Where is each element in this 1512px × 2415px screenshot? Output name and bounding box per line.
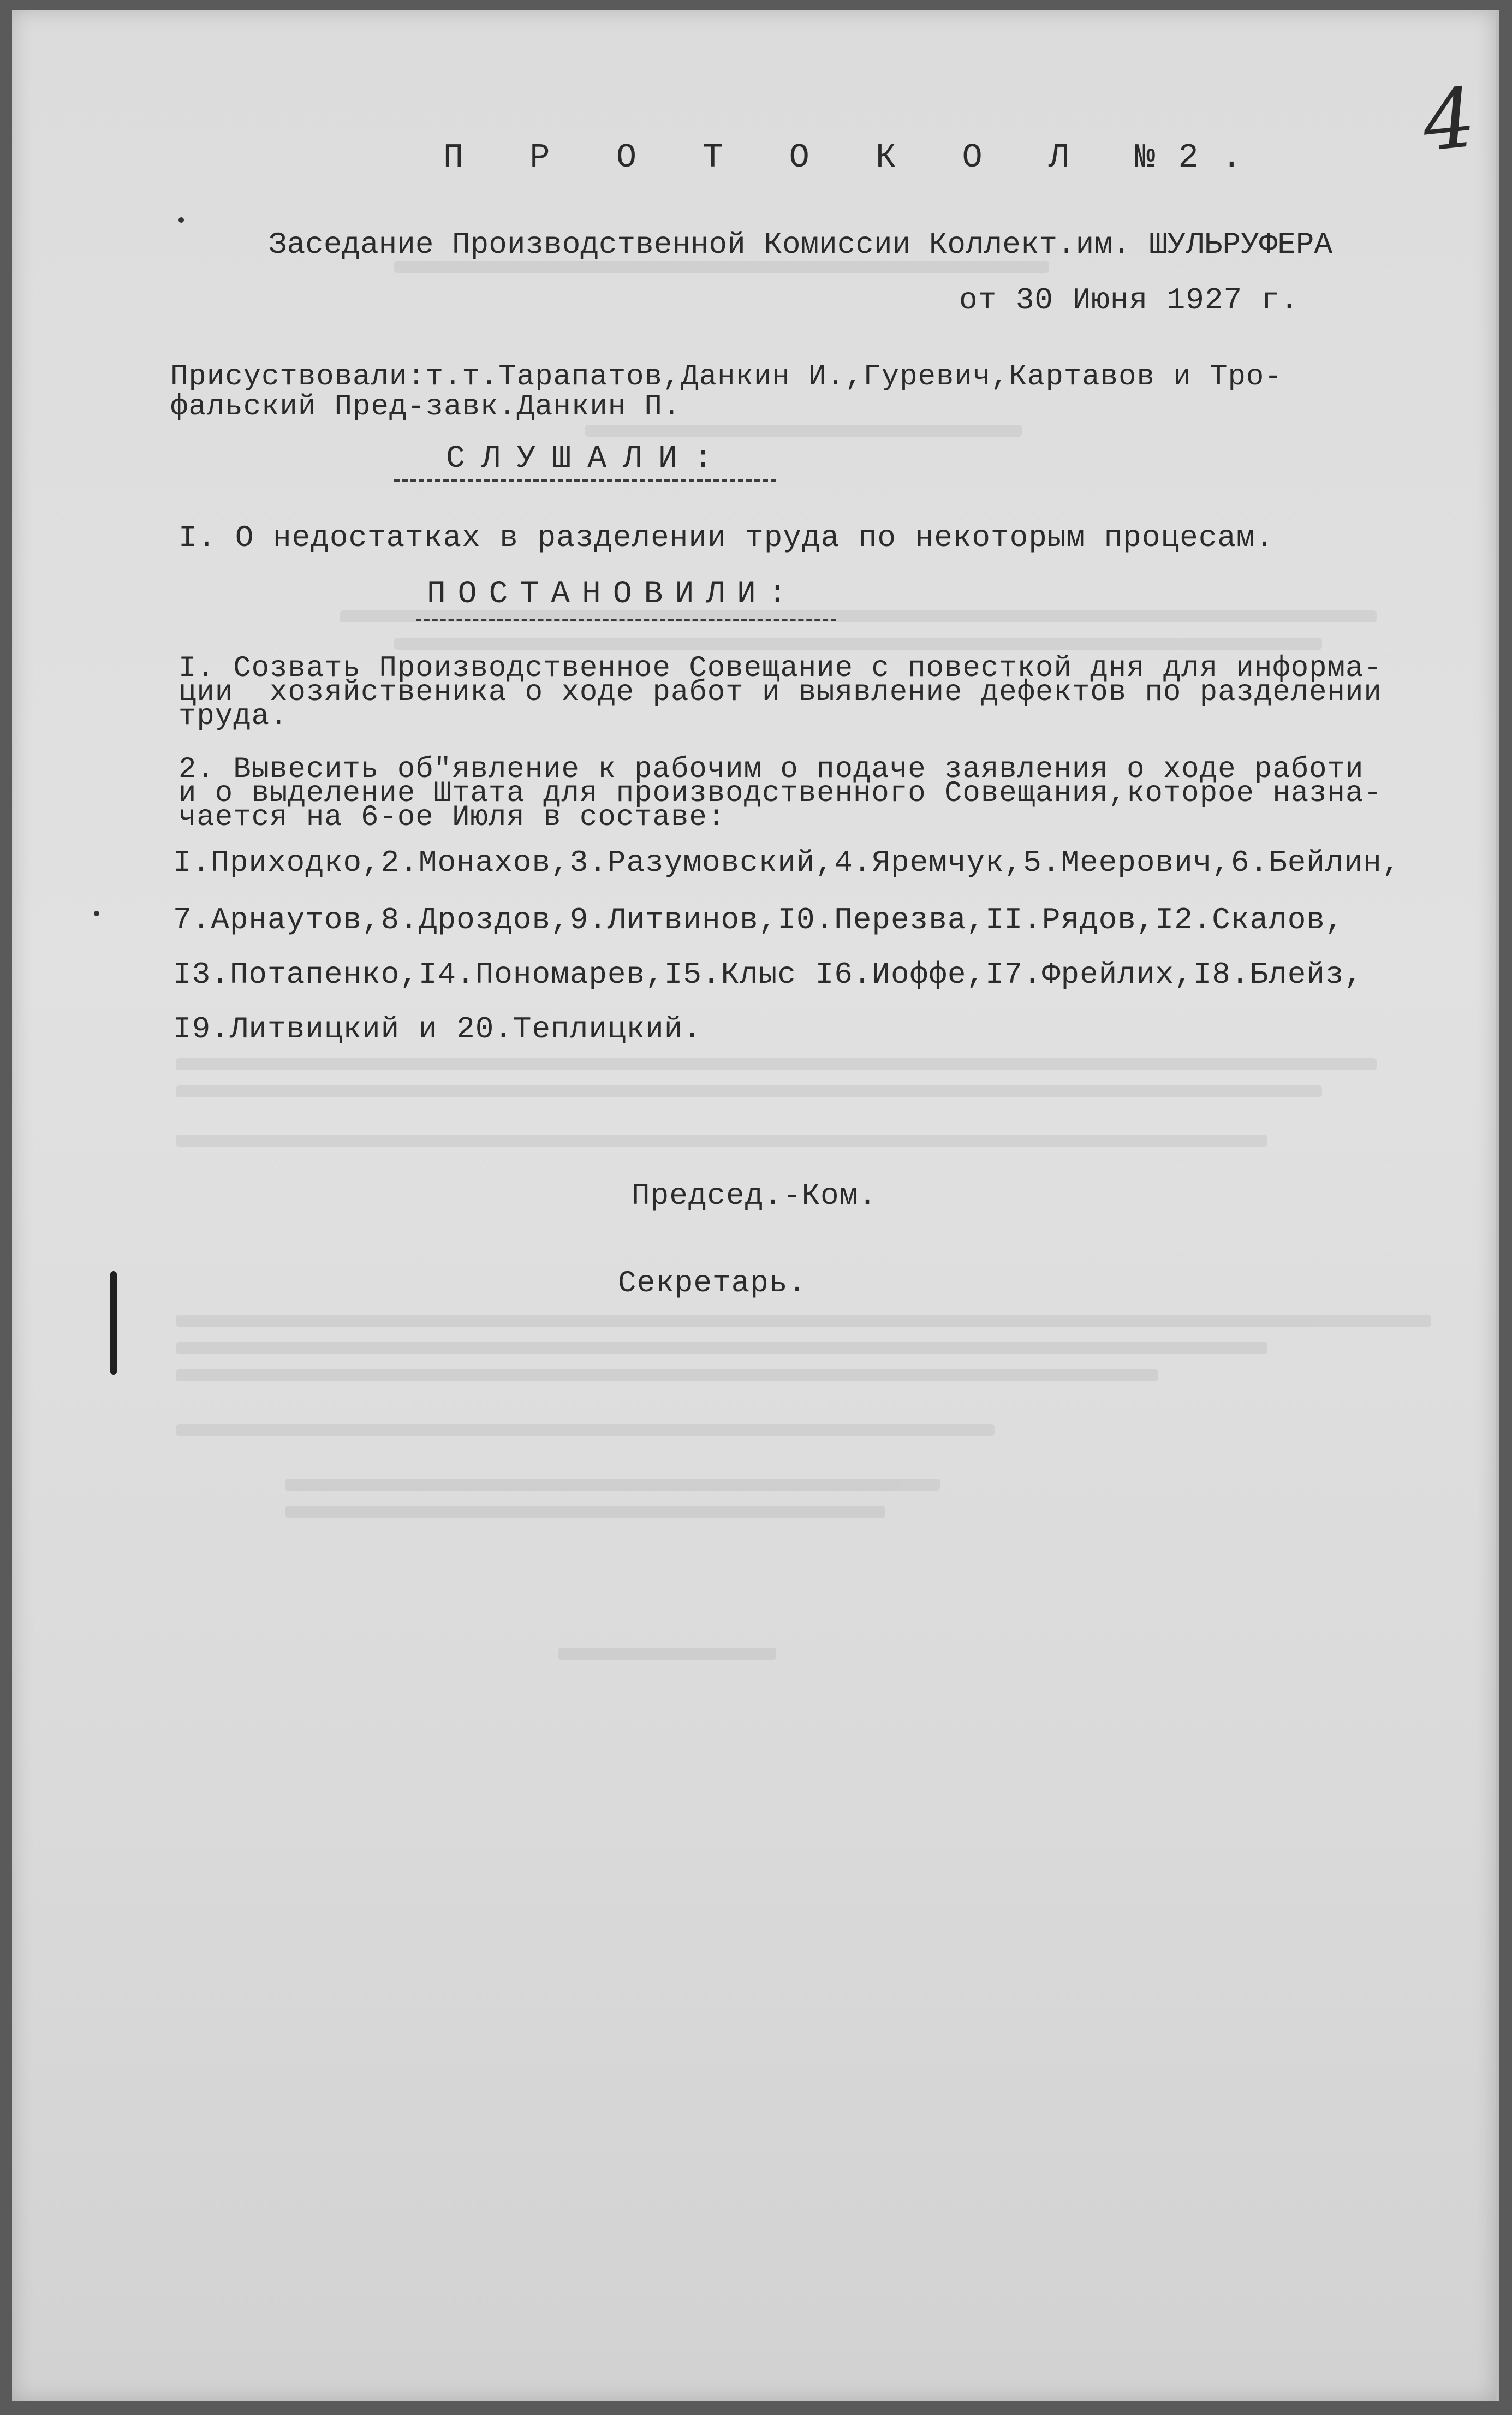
heard-heading: СЛУШАЛИ: xyxy=(446,441,729,477)
document-title: П Р О Т О К О Л №2. xyxy=(443,138,1265,177)
ink-speck xyxy=(178,217,184,223)
secretary-signature-line: Секретарь. xyxy=(618,1266,807,1301)
members-line-4: I9.Литвицкий и 20.Теплицкий. xyxy=(173,1012,702,1047)
meeting-date: от 30 Июня 1927 г. xyxy=(959,283,1299,318)
attendees-line-2: фальский Пред-завк.Данкин П. xyxy=(170,390,681,424)
resolved-heading: ПОСТАНОВИЛИ: xyxy=(427,577,799,612)
document-page xyxy=(12,10,1499,2401)
resolution-1 xyxy=(178,652,1382,733)
resolution-2 xyxy=(178,753,1382,834)
resolution-1-line-3: труда. xyxy=(178,700,288,733)
resolution-2-line-3: чается на 6-ое Июля в составе: xyxy=(178,801,726,834)
attendees xyxy=(170,362,1283,422)
chair-signature-line: Председ.-Ком. xyxy=(632,1178,877,1213)
heard-item-1: I. О недостатках в разделении труда по некоторым процесам. xyxy=(178,520,1275,555)
members-line-1: I.Приходко,2.Монахов,3.Разумовский,4.Яремчук,5.Меерович,6.Бейлин, xyxy=(173,845,1401,880)
resolved-underline xyxy=(416,619,836,621)
resolution-2-line-1: 2. Вывесить об"явление к рабочим о подаче заявления о ходе работи xyxy=(178,753,1364,786)
meeting-subtitle: Заседание Производственной Комиссии Коллект.им. ШУЛЬРУФЕРА xyxy=(269,227,1333,262)
resolution-1-line-1: I. Созвать Производственное Совещание с повесткой дня для информа- xyxy=(178,652,1382,685)
members-line-2: 7.Арнаутов,8.Дроздов,9.Литвинов,I0.Перезва,II.Рядов,I2.Скалов, xyxy=(173,903,1344,937)
ink-speck xyxy=(94,911,99,916)
resolution-2-line-2: и о выделение Штата для производственного Совещания,которое назна- xyxy=(178,777,1382,810)
attendees-line-1: Присуствовали:т.т.Тарапатов,Данкин И.,Гуревич,Картавов и Тро- xyxy=(170,360,1283,394)
page-number: 4 xyxy=(1418,70,1480,170)
resolution-1-line-2: ции хозяйственика о ходе работ и выявление дефектов по разделении xyxy=(178,676,1382,709)
binding-mark xyxy=(110,1271,117,1375)
heard-underline xyxy=(394,479,776,482)
members-line-3: I3.Потапенко,I4.Пономарев,I5.Клыс I6.Иоффе,I7.Фрейлих,I8.Блейз, xyxy=(173,957,1364,992)
